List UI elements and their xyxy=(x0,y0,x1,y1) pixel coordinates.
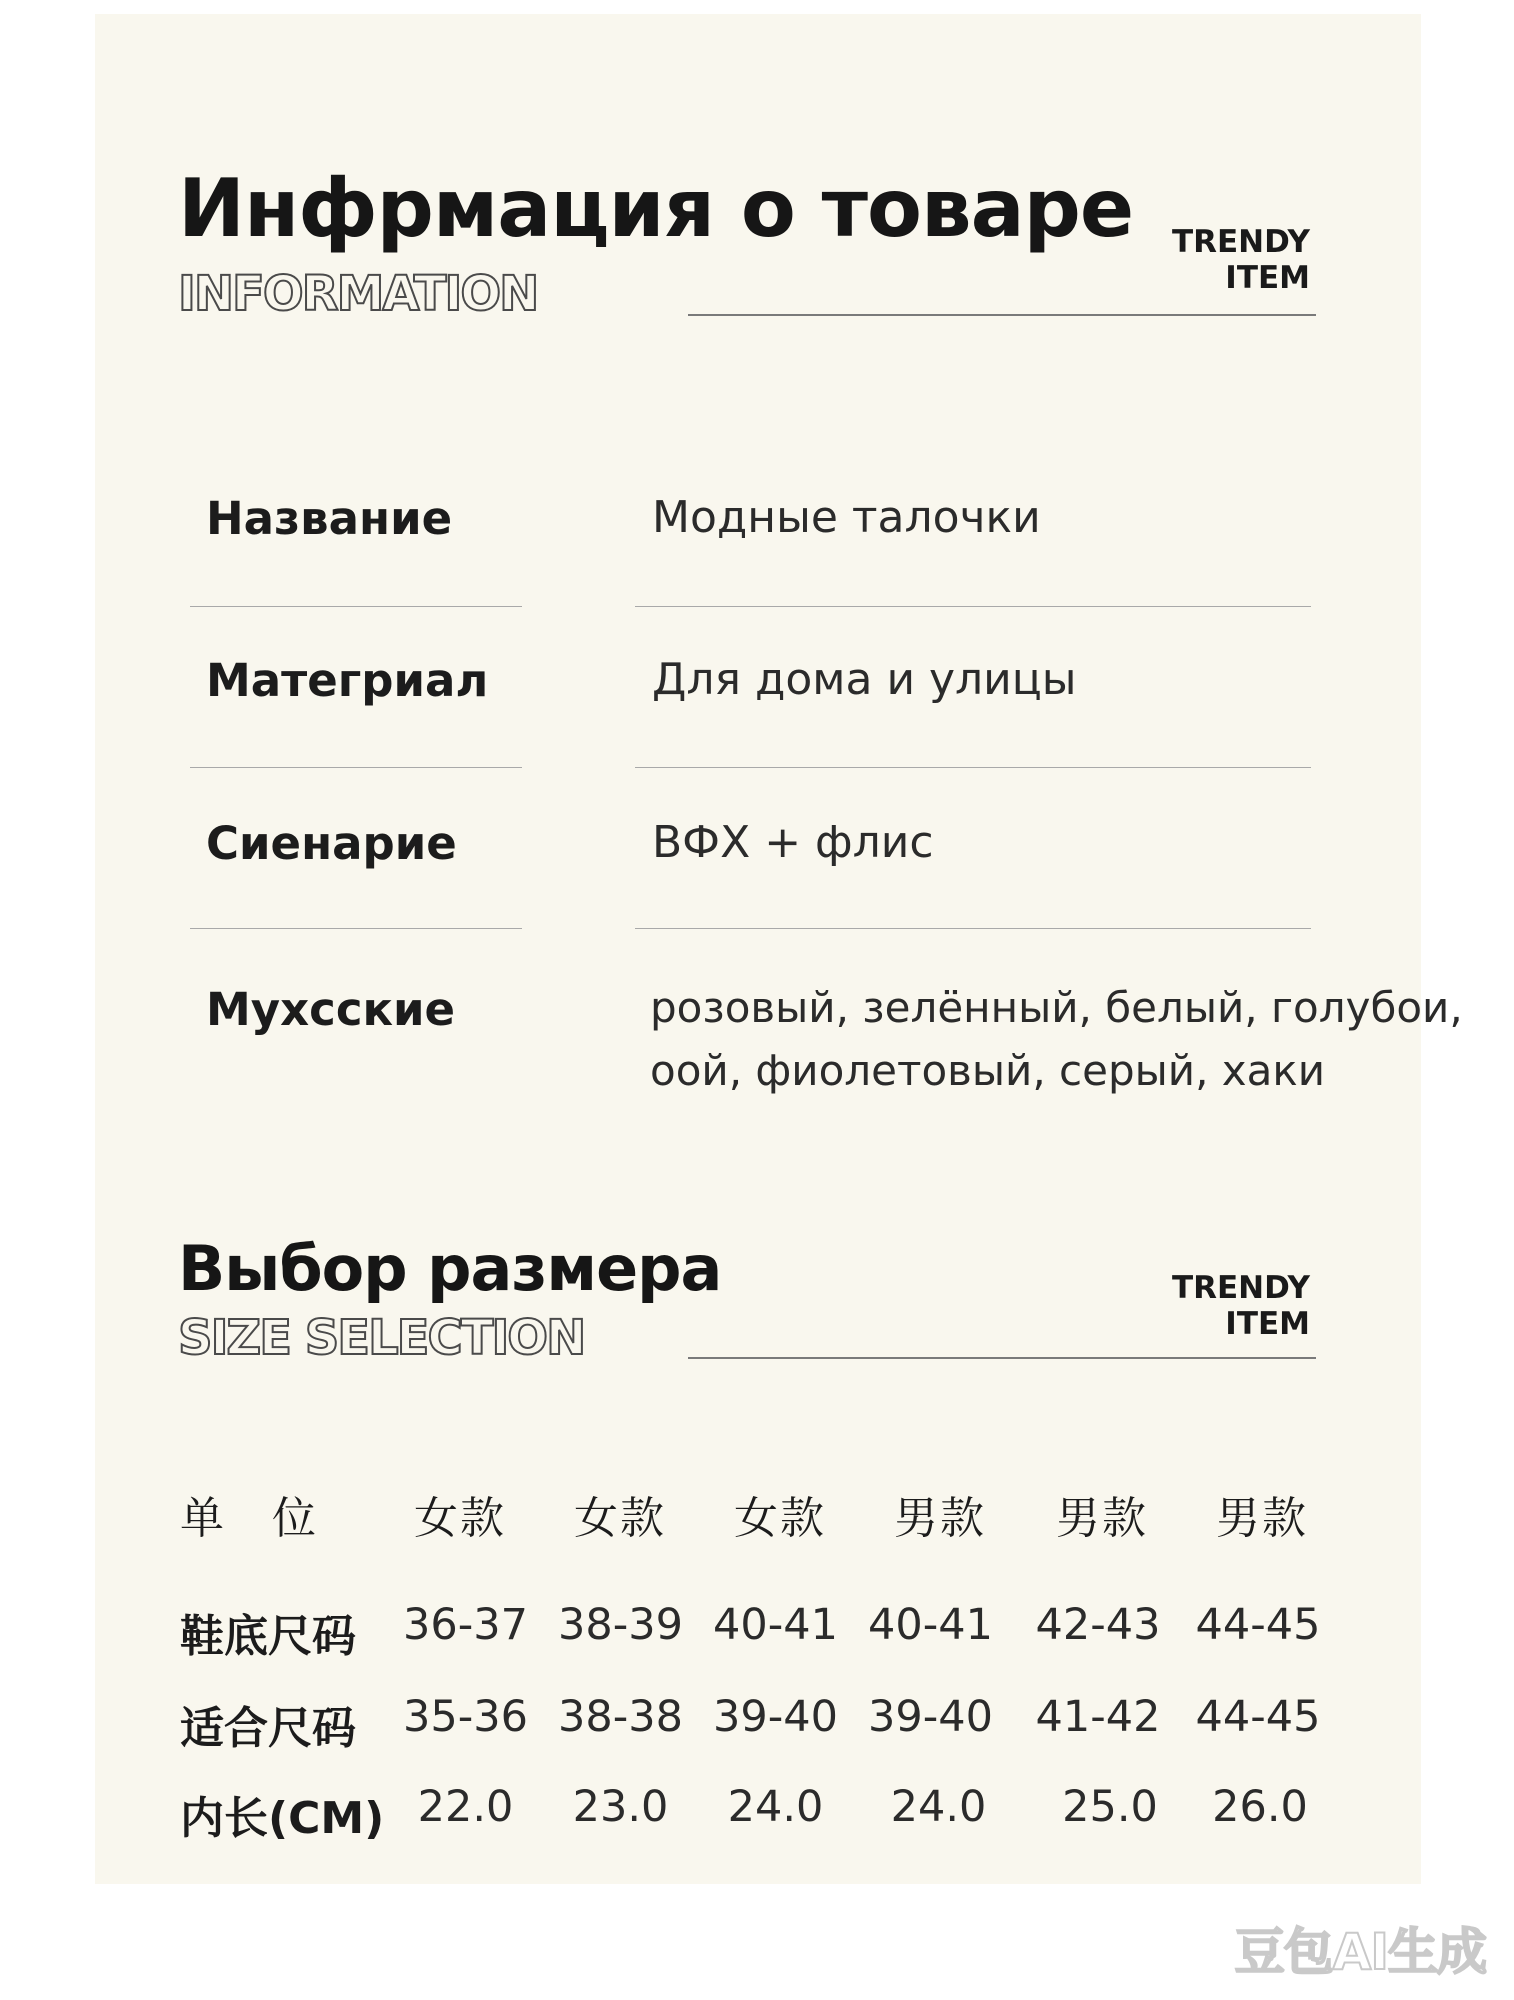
row-divider xyxy=(635,767,1311,768)
table-cell: 40-41 xyxy=(713,1600,838,1650)
info-header-rule xyxy=(688,314,1316,316)
badge-line2: ITEM xyxy=(1225,260,1310,296)
table-row-header: 鞋底尺码 xyxy=(180,1611,356,1662)
info-trendy-badge xyxy=(1110,224,1310,296)
info-label-scenario: Сиенарие xyxy=(206,817,457,870)
size-trendy-badge xyxy=(1110,1270,1310,1342)
table-header-col: 女款 xyxy=(574,1493,666,1544)
table-cell: 35-36 xyxy=(403,1692,528,1742)
table-header-unit: 单 位 xyxy=(180,1493,318,1544)
size-title: Выбор размера xyxy=(178,1232,722,1305)
row-divider xyxy=(635,606,1311,607)
table-cell: 22.0 xyxy=(417,1782,514,1832)
table-cell: 23.0 xyxy=(572,1782,669,1832)
badge-line2: ITEM xyxy=(1225,1306,1310,1342)
table-cell: 40-41 xyxy=(868,1600,993,1650)
table-row-header: 内长(CM) xyxy=(180,1793,385,1844)
info-value-scenario: ВФX + флис xyxy=(652,817,934,868)
info-value-name: Модныe талочки xyxy=(652,492,1041,543)
table-cell: 38-38 xyxy=(558,1692,683,1742)
table-header-col: 女款 xyxy=(734,1493,826,1544)
row-divider xyxy=(190,928,522,929)
info-subtitle: INFORMATION xyxy=(178,266,538,322)
table-cell: 36-37 xyxy=(403,1600,528,1650)
info-label-material: Матегриал xyxy=(206,654,489,707)
info-title: Инфрмация о товаре xyxy=(178,162,1134,255)
watermark: 豆包AI生成 xyxy=(1234,1923,1486,1981)
table-cell: 39-40 xyxy=(713,1692,838,1742)
table-cell: 39-40 xyxy=(868,1692,993,1742)
info-label-colors: Мухсские xyxy=(206,983,456,1036)
table-cell: 42-43 xyxy=(1035,1600,1161,1650)
info-value-colors-line2: оой, фиолетовый, серый, хаки xyxy=(650,1046,1326,1095)
size-header-rule xyxy=(688,1357,1316,1359)
info-value-colors-line1: розовый, зелённый, белый, голубои, xyxy=(650,983,1463,1032)
table-header-col: 女款 xyxy=(414,1493,506,1544)
table-cell: 25.0 xyxy=(1062,1782,1158,1832)
badge-line1: TRENDY xyxy=(1171,1270,1310,1306)
table-header-col: 男款 xyxy=(1056,1493,1148,1544)
table-cell: 26.0 xyxy=(1212,1782,1308,1832)
row-divider xyxy=(190,767,522,768)
row-divider xyxy=(190,606,522,607)
table-header-col: 男款 xyxy=(894,1493,986,1544)
badge-line1: TRENDY xyxy=(1171,224,1310,260)
info-value-material: Для дома и улицы xyxy=(652,654,1077,705)
table-cell: 38-39 xyxy=(558,1600,683,1650)
table-cell: 44-45 xyxy=(1195,1600,1321,1650)
size-subtitle: SIZE SELECTION xyxy=(178,1310,585,1366)
table-cell: 44-45 xyxy=(1195,1692,1321,1742)
table-cell: 41-42 xyxy=(1035,1692,1161,1742)
row-divider xyxy=(635,928,1311,929)
info-label-name: Название xyxy=(206,492,453,545)
table-cell: 24.0 xyxy=(890,1782,987,1832)
table-header-col: 男款 xyxy=(1216,1493,1308,1544)
table-row-header: 适合尺码 xyxy=(180,1703,356,1754)
table-cell: 24.0 xyxy=(727,1782,824,1832)
